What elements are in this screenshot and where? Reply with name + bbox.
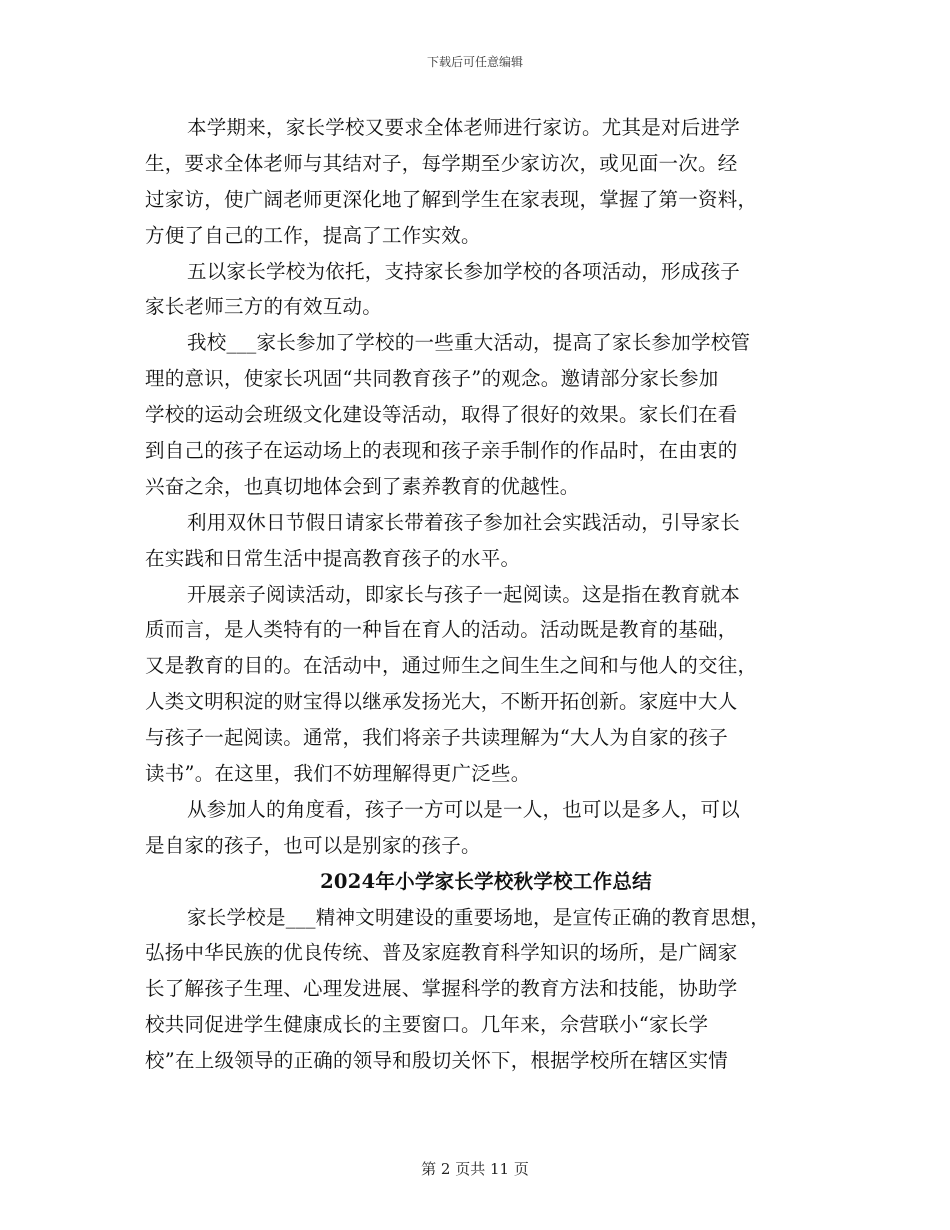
text-line: 利用双休日节假日请家长带着孩子参加社会实践活动，引导家长	[187, 510, 741, 534]
page-footer: 第 2 页共 11 页	[421, 1160, 529, 1178]
text-line: 过家访，使广阔老师更深化地了解到学生在家表现，掌握了第一资料，	[145, 187, 758, 211]
text-line: 从参加人的角度看，孩子一方可以是一人，也可以是多人，可以	[187, 797, 741, 821]
text-line: 读书”。在这里，我们不妨理解得更广泛些。	[145, 762, 531, 786]
text-line: 理的意识，使家长巩固“共同教育孩子”的观念。邀请部分家长参加	[145, 367, 719, 391]
text-line: 与孩子一起阅读。通常，我们将亲子共读理解为“大人为自家的孩子	[145, 726, 728, 750]
text-line: 家长学校是___精神文明建设的重要场地，是宣传正确的教育思想，	[187, 905, 771, 929]
text-line: 是自家的孩子，也可以是别家的孩子。	[145, 833, 481, 857]
text-line: 在实践和日常生活中提高教育孩子的水平。	[145, 546, 521, 570]
text-line: 方便了自己的工作，提高了工作实效。	[145, 223, 481, 247]
section-heading: 2024年小学家长学校秋学校工作总结	[320, 869, 652, 893]
page-header: 下载后可任意编辑	[426, 55, 523, 69]
text-line: 五以家长学校为依托，支持家长参加学校的各项活动，形成孩子	[187, 259, 741, 283]
text-line: 到自己的孩子在运动场上的表现和孩子亲手制作的作品时，在由衷的	[145, 439, 738, 463]
text-line: 兴奋之余，也真切地体会到了素养教育的优越性。	[145, 474, 580, 498]
text-line: 我校___家长参加了学校的一些重大活动，提高了家长参加学校管	[187, 331, 751, 355]
document-body	[145, 110, 805, 1079]
text-line: 家长老师三方的有效互动。	[145, 295, 383, 319]
text-line: 校”在上级领导的正确的领导和殷切关怀下，根据学校所在辖区实情	[145, 1049, 728, 1073]
text-line: 长了解孩子生理、心理发进展、掌握科学的教育方法和技能，协助学	[145, 977, 738, 1001]
text-line: 人类文明积淀的财宝得以继承发扬光大，不断开拓创新。家庭中大人	[145, 690, 738, 714]
text-line: 弘扬中华民族的优良传统、普及家庭教育科学知识的场所，是广阔家	[145, 941, 738, 965]
text-line: 学校的运动会班级文化建设等活动，取得了很好的效果。家长们在看	[145, 403, 738, 427]
text-line: 又是教育的目的。在活动中，通过师生之间生生之间和与他人的交往，	[145, 654, 758, 678]
text-line: 校共同促进学生健康成长的主要窗口。几年来，佘营联小“家长学	[145, 1013, 709, 1037]
text-line: 质而言，是人类特有的一种旨在育人的活动。活动既是教育的基础，	[145, 618, 738, 642]
text-line: 本学期来，家长学校又要求全体老师进行家访。尤其是对后进学	[187, 116, 741, 139]
text-line: 开展亲子阅读活动，即家长与孩子一起阅读。这是指在教育就本	[187, 582, 741, 606]
text-line: 生，要求全体老师与其结对子，每学期至少家访次，或见面一次。经	[145, 151, 738, 175]
